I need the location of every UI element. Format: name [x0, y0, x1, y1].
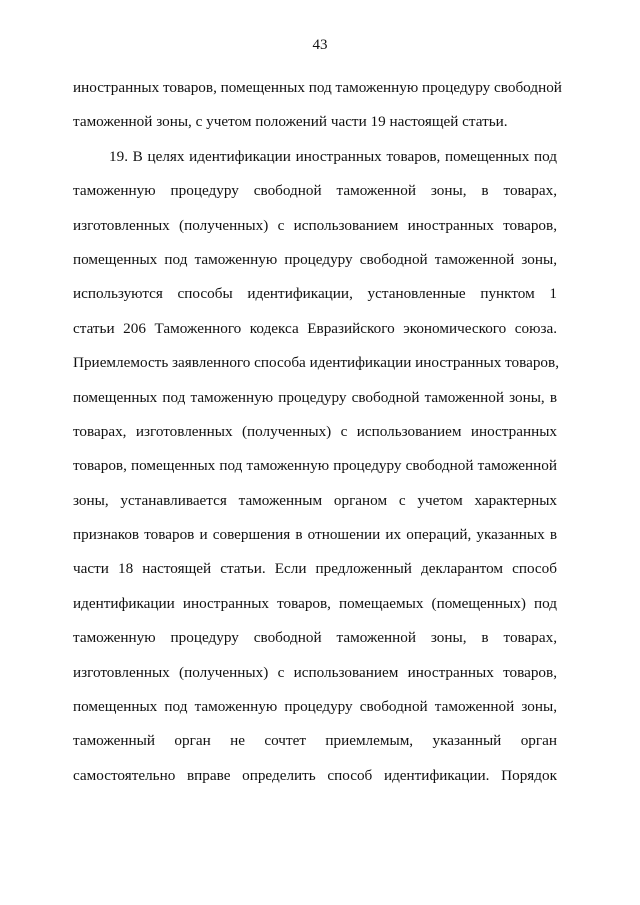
text-line: 19. В целях идентификации иностранных товаров, помещенных под — [109, 147, 557, 165]
text-line: Приемлемость заявленного способа идентификации иностранных товаров, — [73, 354, 559, 372]
document-body — [73, 71, 562, 793]
text-line: таможенную процедуру свободной таможенной зоны, в товарах, — [73, 182, 557, 200]
text-line: изготовленных (полученных) с использованием иностранных товаров, — [73, 216, 557, 234]
text-line: товаров, помещенных под таможенную процедуру свободной таможенной — [73, 457, 557, 475]
text-line: таможенный орган не сочтет приемлемым, указанный орган — [73, 732, 557, 750]
text-line: признаков товаров и совершения в отношении их операций, указанных в — [73, 526, 557, 544]
text-line: таможенной зоны, с учетом положений части 19 настоящей статьи. — [73, 113, 508, 131]
text-line: самостоятельно вправе определить способ идентификации. Порядок — [73, 766, 557, 784]
text-line: товарах, изготовленных (полученных) с использованием иностранных — [73, 422, 557, 440]
text-line: иностранных товаров, помещенных под таможенную процедуру свободной — [73, 79, 562, 96]
text-line: изготовленных (полученных) с использованием иностранных товаров, — [73, 663, 557, 681]
text-line: помещенных под таможенную процедуру свободной таможенной зоны, — [73, 250, 557, 268]
text-line: помещенных под таможенную процедуру свободной таможенной зоны, в — [73, 388, 557, 406]
text-line: помещенных под таможенную процедуру свободной таможенной зоны, — [73, 698, 557, 716]
text-line: статьи 206 Таможенного кодекса Евразийского экономического союза. — [73, 319, 557, 337]
text-line: идентификации иностранных товаров, помещаемых (помещенных) под — [73, 594, 557, 612]
text-line: таможенную процедуру свободной таможенной зоны, в товарах, — [73, 629, 557, 647]
text-line: используются способы идентификации, установленные пунктом 1 — [73, 285, 557, 303]
page-number: 43 — [312, 37, 328, 53]
text-line: части 18 настоящей статьи. Если предложенный декларантом способ — [73, 560, 557, 578]
text-line: зоны, устанавливается таможенным органом с учетом характерных — [73, 491, 557, 509]
